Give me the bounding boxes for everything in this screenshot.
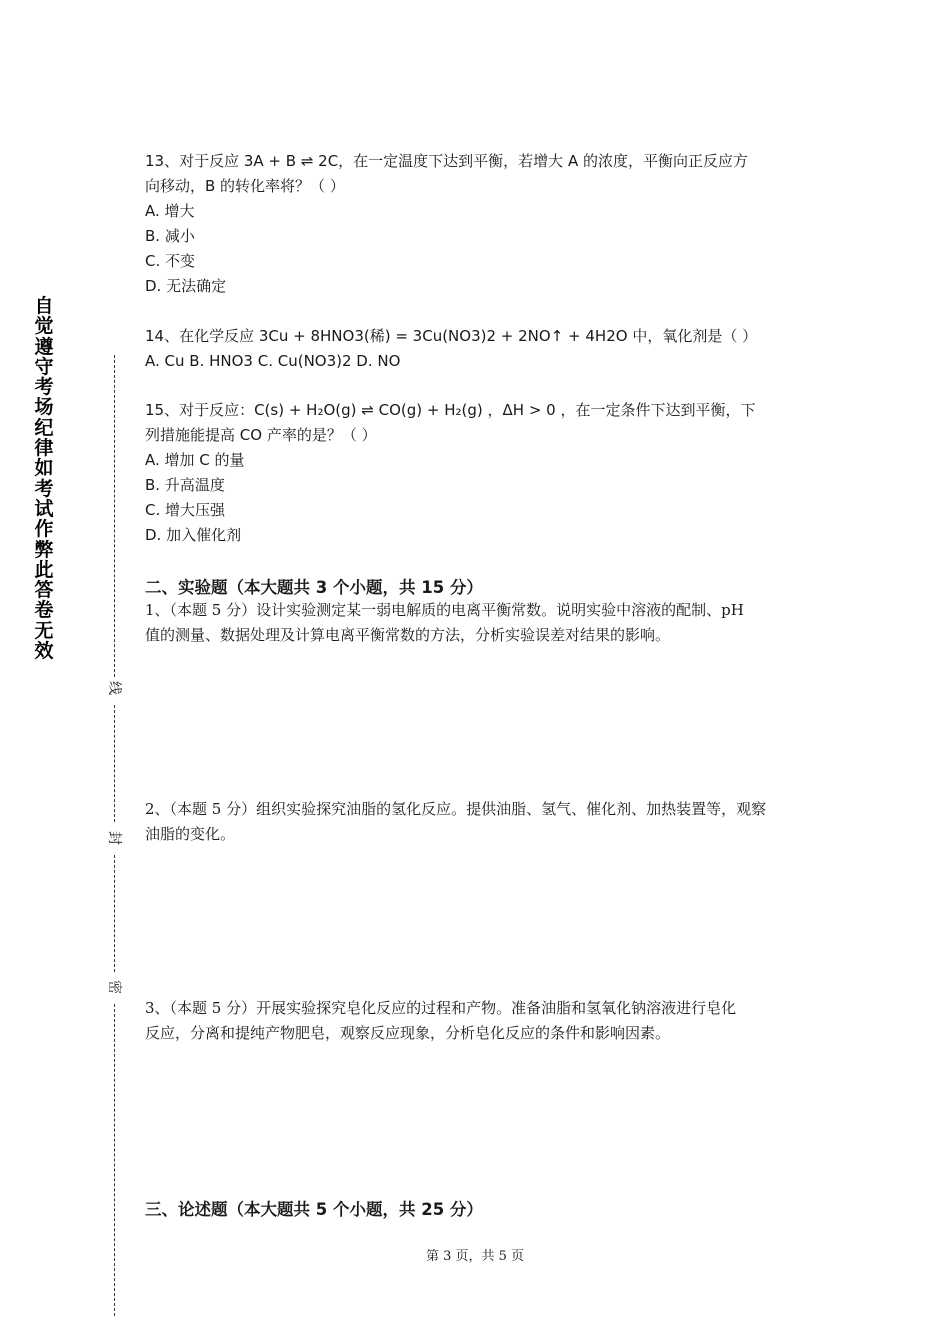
seal-dashed-line [114, 355, 115, 677]
seal-dashed-line [114, 705, 115, 822]
experiment-question-2-line2: 油脂的变化。 [145, 825, 236, 843]
exam-discipline-warning: 自觉遵守考场纪律如考试作弊此答卷无效 [34, 295, 54, 663]
question-14 [145, 324, 810, 374]
experiment-question-3-line1: 3、（本题 5 分）开展实验探究皂化反应的过程和产物。准备油脂和氢氧化钠溶液进行皂化 [145, 999, 737, 1017]
seal-dashed-line [114, 855, 115, 972]
question-15-stem-cont: 列措施能提高 CO 产率的是？（ ） [145, 426, 377, 444]
experiment-question-1-line2: 值的测量、数据处理及计算电离平衡常数的方法，分析实验误差对结果的影响。 [145, 626, 671, 644]
question-13 [145, 149, 810, 299]
seal-char-seal: 封 [105, 827, 125, 849]
question-15-option-a: A. 增加 C 的量 [145, 451, 245, 469]
experiment-question-3-line2: 反应，分离和提纯产物肥皂，观察反应现象，分析皂化反应的条件和影响因素。 [145, 1024, 671, 1042]
section-2-title: 二、实验题（本大题共 3 个小题，共 15 分） [145, 578, 483, 597]
question-14-options: A. Cu B. HNO3 C. Cu(NO3)2 D. NO [145, 352, 401, 370]
question-13-option-b: B. 减小 [145, 227, 195, 245]
question-13-option-a: A. 增大 [145, 202, 195, 220]
question-13-option-d: D. 无法确定 [145, 277, 227, 295]
seal-char-line: 线 [105, 677, 125, 699]
experiment-question-2 [145, 797, 810, 847]
question-15-stem: 15、对于反应：C(s) + H₂O(g) ⇌ CO(g) + H₂(g) ，ΔH > 0 ，在一定条件下达到平衡，下 [145, 401, 756, 419]
question-15 [145, 398, 810, 548]
question-15-option-c: C. 增大压强 [145, 501, 226, 519]
experiment-question-3 [145, 996, 810, 1046]
question-13-stem: 13、对于反应 3A + B ⇌ 2C，在一定温度下达到平衡，若增大 A 的浓度，平衡向正反应方 [145, 152, 748, 170]
experiment-question-2-line1: 2、（本题 5 分）组织实验探究油脂的氢化反应。提供油脂、氢气、催化剂、加热装置等，观察 [145, 800, 767, 818]
page-number: 第 3 页，共 5 页 [425, 1249, 525, 1264]
question-13-option-c: C. 不变 [145, 252, 196, 270]
seal-char-secret: 密 [105, 976, 125, 998]
experiment-question-1-line1: 1、（本题 5 分）设计实验测定某一弱电解质的电离平衡常数。说明实验中溶液的配制、pH [145, 601, 744, 619]
question-14-stem: 14、在化学反应 3Cu + 8HNO3(稀) = 3Cu(NO3)2 + 2NO↑ + 4H2O 中，氧化剂是（ ） [145, 327, 758, 345]
section-3-title: 三、论述题（本大题共 5 个小题，共 25 分） [145, 1200, 483, 1219]
question-15-option-d: D. 加入催化剂 [145, 526, 242, 544]
experiment-question-1 [145, 598, 810, 648]
seal-dashed-line [114, 1004, 115, 1316]
question-15-option-b: B. 升高温度 [145, 476, 225, 494]
question-13-stem-cont: 向移动，B 的转化率将？（ ） [145, 177, 345, 195]
